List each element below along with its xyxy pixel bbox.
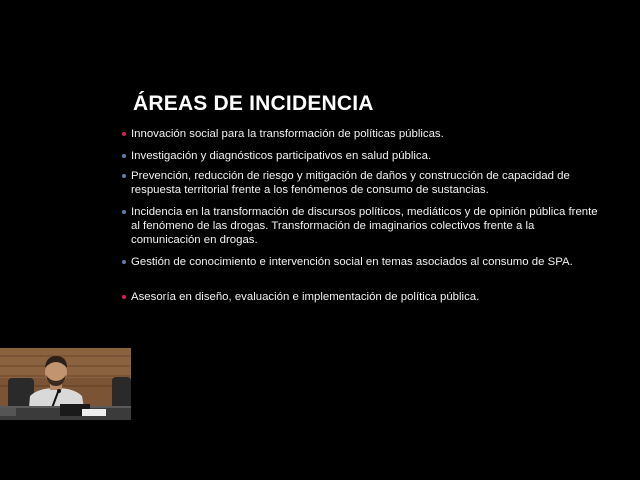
slide-title: ÁREAS DE INCIDENCIA — [133, 92, 374, 115]
bullet-dot-icon — [122, 260, 126, 264]
bullet-text: Gestión de conocimiento e intervención social en temas asociados al consumo de SPA. — [131, 256, 573, 268]
bullet-text: Innovación social para la transformación de políticas públicas. — [131, 128, 444, 140]
bullet-item — [122, 205, 600, 247]
bullet-dot-icon — [122, 295, 126, 299]
speaker-video-image — [0, 348, 131, 420]
bullet-item — [122, 127, 600, 141]
speaker-webcam-thumbnail — [0, 348, 131, 420]
bullet-text: Asesoría en diseño, evaluación e implementación de política pública. — [131, 291, 480, 303]
bullet-item — [122, 149, 600, 163]
bullet-dot-icon — [122, 132, 126, 136]
bullet-dot-icon — [122, 154, 126, 158]
bullet-item — [122, 290, 600, 304]
bullet-text: Investigación y diagnósticos participativos en salud pública. — [131, 150, 432, 162]
bullet-item — [122, 169, 600, 197]
bullet-item — [122, 255, 600, 269]
bullet-dot-icon — [122, 174, 126, 178]
bullet-text: Incidencia en la transformación de discursos políticos, mediáticos y de opinión pública frente al fenómeno de las drogas. Transformación de imaginarios colectivos frente a la comunicación en drogas. — [131, 206, 598, 246]
bullet-dot-icon — [122, 210, 126, 214]
bullet-text: Prevención, reducción de riesgo y mitigación de daños y construcción de capacidad de respuesta territorial frente a los fenómenos de consumo de sustancias. — [131, 170, 570, 196]
